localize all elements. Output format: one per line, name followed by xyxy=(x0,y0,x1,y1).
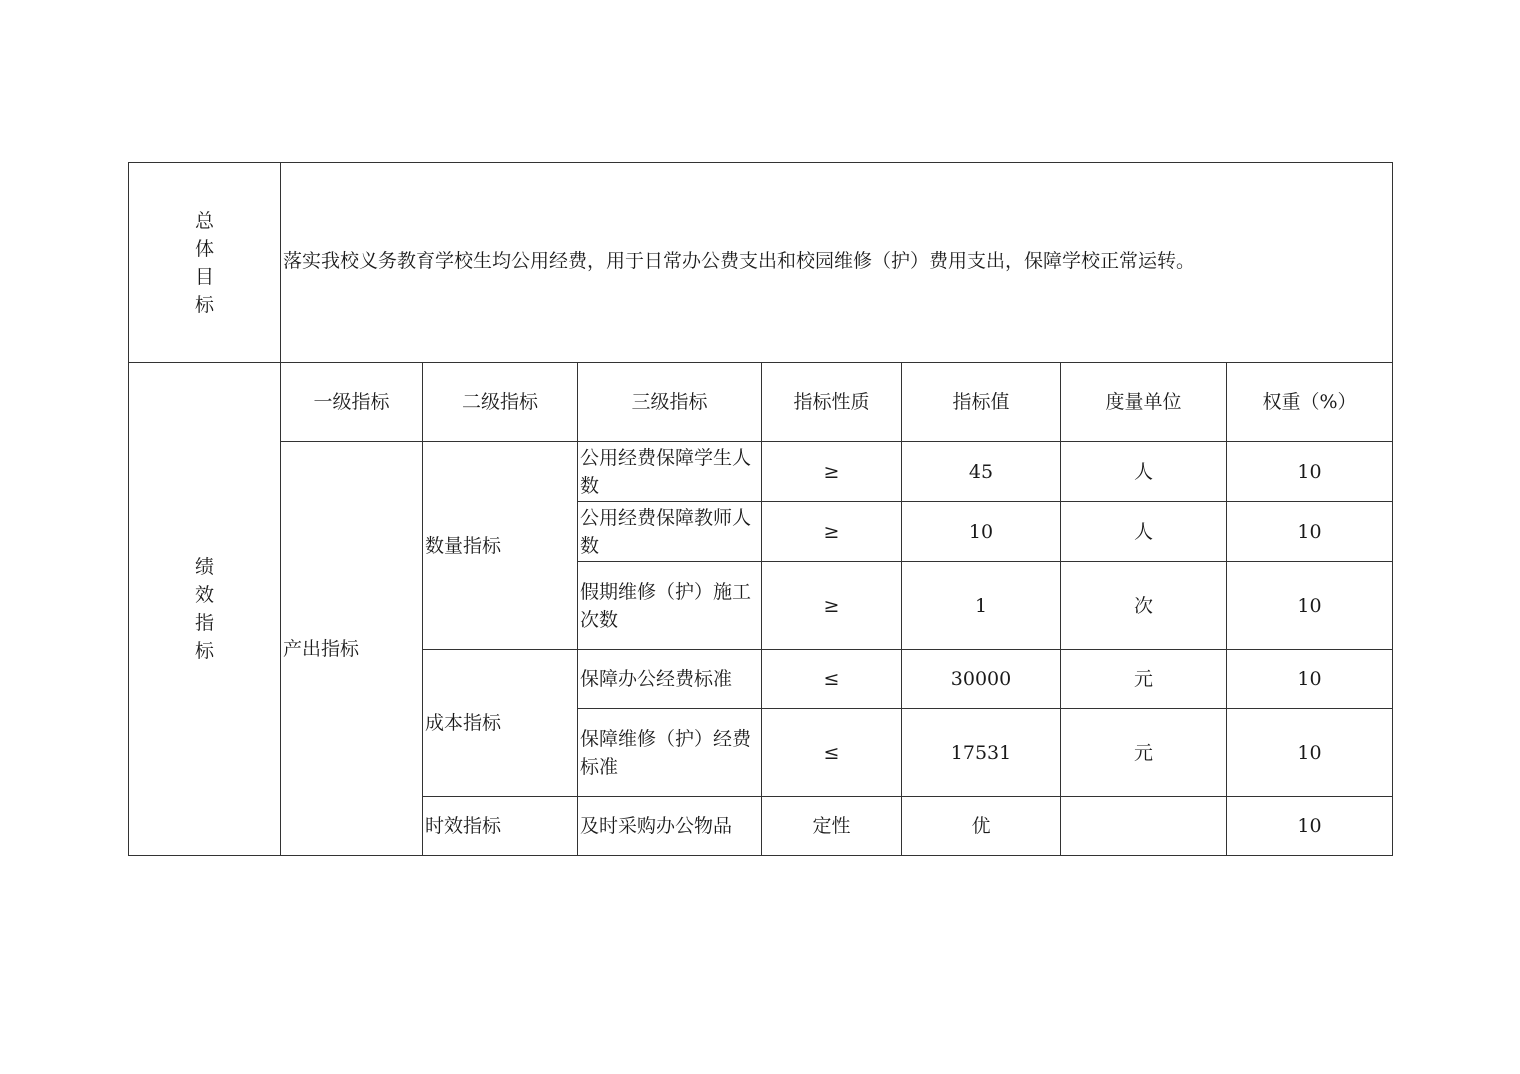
unit-cell: 元 xyxy=(1061,650,1227,709)
header-level1: 一级指标 xyxy=(281,363,423,442)
header-value: 指标值 xyxy=(902,363,1061,442)
header-level3: 三级指标 xyxy=(578,363,762,442)
nature-cell: ≥ xyxy=(762,502,902,562)
value-cell: 45 xyxy=(902,442,1061,502)
unit-cell: 元 xyxy=(1061,709,1227,797)
value-cell: 优 xyxy=(902,797,1061,856)
nature-cell: ≥ xyxy=(762,562,902,650)
weight-cell: 10 xyxy=(1227,797,1393,856)
nature-cell: 定性 xyxy=(762,797,902,856)
overall-goal-label-cell xyxy=(129,163,281,363)
level2-quantity: 数量指标 xyxy=(423,442,578,650)
value-cell: 17531 xyxy=(902,709,1061,797)
unit-cell: 人 xyxy=(1061,502,1227,562)
level3-cell: 假期维修（护）施工次数 xyxy=(578,562,762,650)
nature-cell: ≤ xyxy=(762,709,902,797)
unit-cell: 次 xyxy=(1061,562,1227,650)
unit-cell: 人 xyxy=(1061,442,1227,502)
level3-cell: 保障维修（护）经费标准 xyxy=(578,709,762,797)
nature-cell: ≥ xyxy=(762,442,902,502)
indicator-header-row xyxy=(129,363,1393,442)
level3-cell: 公用经费保障学生人数 xyxy=(578,442,762,502)
overall-goal-text: 落实我校义务教育学校生均公用经费，用于日常办公费支出和校园维修（护）费用支出，保障学校正常运转。 xyxy=(281,163,1393,363)
level3-cell: 公用经费保障教师人数 xyxy=(578,502,762,562)
unit-cell xyxy=(1061,797,1227,856)
level1-output: 产出指标 xyxy=(281,442,423,856)
performance-goal-table xyxy=(128,162,1393,856)
weight-cell: 10 xyxy=(1227,562,1393,650)
weight-cell: 10 xyxy=(1227,650,1393,709)
weight-cell: 10 xyxy=(1227,502,1393,562)
overall-goal-label: 总体目标 xyxy=(194,209,214,316)
value-cell: 10 xyxy=(902,502,1061,562)
header-unit: 度量单位 xyxy=(1061,363,1227,442)
table-row xyxy=(129,442,1393,502)
nature-cell: ≤ xyxy=(762,650,902,709)
overall-goal-row xyxy=(129,163,1393,363)
header-nature: 指标性质 xyxy=(762,363,902,442)
level2-cost: 成本指标 xyxy=(423,650,578,797)
performance-label: 绩效指标 xyxy=(194,556,214,662)
value-cell: 1 xyxy=(902,562,1061,650)
header-level2: 二级指标 xyxy=(423,363,578,442)
weight-cell: 10 xyxy=(1227,709,1393,797)
level2-timeliness: 时效指标 xyxy=(423,797,578,856)
value-cell: 30000 xyxy=(902,650,1061,709)
weight-cell: 10 xyxy=(1227,442,1393,502)
header-weight: 权重（%） xyxy=(1227,363,1393,442)
level3-cell: 保障办公经费标准 xyxy=(578,650,762,709)
level3-cell: 及时采购办公物品 xyxy=(578,797,762,856)
performance-label-cell xyxy=(129,363,281,856)
